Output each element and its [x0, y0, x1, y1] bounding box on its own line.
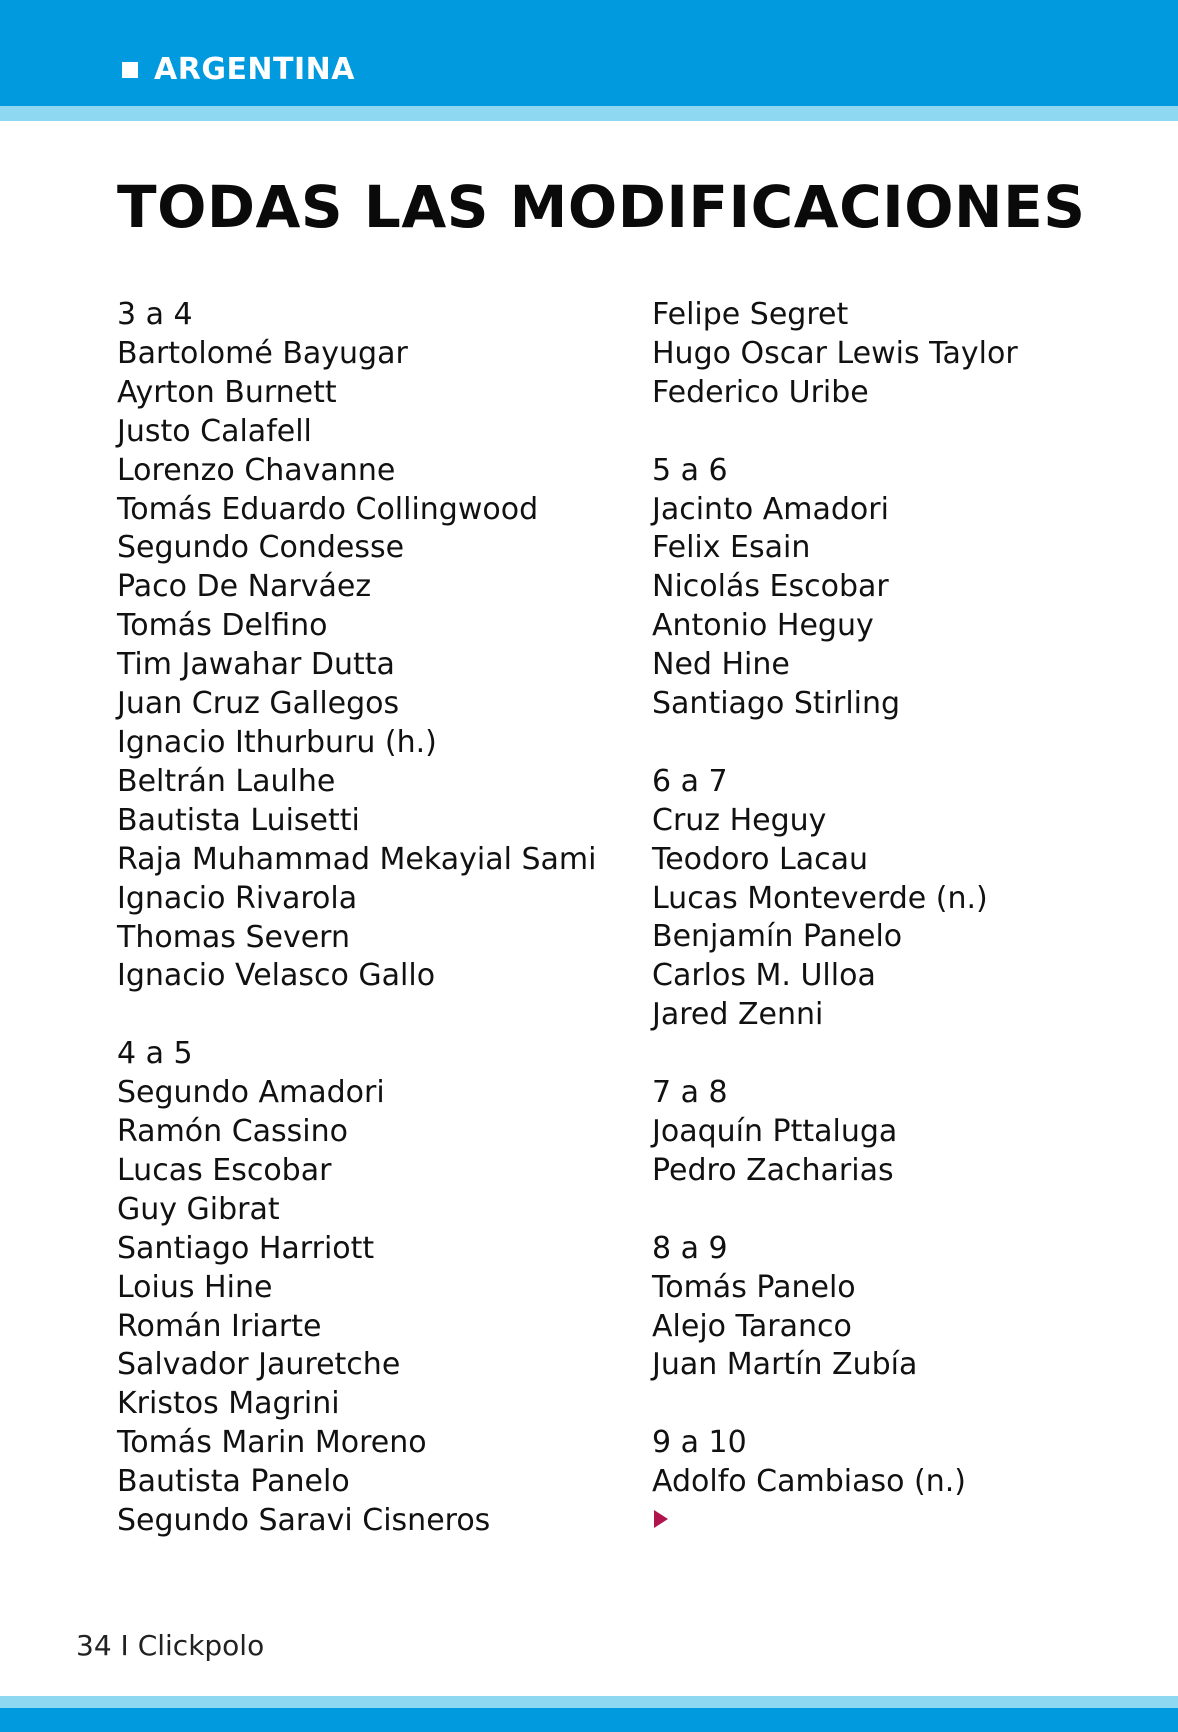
group-8-a-9 — [652, 1230, 1152, 1386]
player-name: Jacinto Amadori — [652, 491, 889, 527]
header-stripe — [0, 106, 1178, 121]
player-name: Hugo Oscar Lewis Taylor — [652, 335, 1018, 371]
player-name: Pedro Zacharias — [652, 1152, 894, 1188]
group-heading: 7 a 8 — [652, 1075, 728, 1111]
player-name: Juan Martín Zubía — [652, 1347, 918, 1383]
player-name: Segundo Amadori — [117, 1075, 385, 1111]
player-name: Lucas Escobar — [117, 1152, 332, 1188]
group-7-a-8 — [652, 1074, 1152, 1191]
player-name: Teodoro Lacau — [652, 841, 868, 877]
player-name: Cruz Heguy — [652, 802, 827, 838]
player-name: Santiago Harriott — [117, 1230, 375, 1266]
section-label: ARGENTINA — [154, 52, 355, 87]
triangle-right-icon — [654, 1510, 668, 1528]
player-name: Kristos Magrini — [117, 1386, 340, 1422]
player-name: Tim Jawahar Dutta — [117, 647, 395, 683]
player-name: Bautista Luisetti — [117, 802, 360, 838]
player-name: Felix Esain — [652, 530, 811, 566]
player-name: Ignacio Ithurburu (h.) — [117, 724, 437, 760]
player-name: Paco De Narváez — [117, 569, 372, 605]
player-name: Felipe Segret — [652, 297, 849, 332]
name-list — [652, 1269, 1152, 1386]
player-name: Tomás Delfino — [117, 608, 328, 644]
player-name: Thomas Severn — [117, 919, 350, 955]
footer-stripe — [0, 1696, 1178, 1708]
player-name: Guy Gibrat — [117, 1191, 280, 1227]
group-heading: 6 a 7 — [652, 763, 728, 799]
page-footer: 34 I Clickpolo — [76, 1629, 265, 1662]
player-name: Adolfo Cambiaso (n.) — [652, 1464, 966, 1500]
player-name: Justo Calafell — [117, 413, 312, 449]
player-name: Bautista Panelo — [117, 1464, 350, 1500]
group-6-a-7 — [652, 763, 1152, 1035]
player-name: Raja Muhammad Mekayial Sami — [117, 841, 597, 877]
name-list — [117, 335, 637, 996]
player-name: Ramón Cassino — [117, 1114, 348, 1150]
player-name: Salvador Jauretche — [117, 1347, 401, 1383]
group-heading: 8 a 9 — [652, 1230, 728, 1266]
group-3-a-4 — [117, 296, 637, 996]
name-list — [652, 296, 1152, 413]
name-list — [652, 491, 1152, 724]
player-name: Benjamín Panelo — [652, 919, 903, 955]
player-name: Ignacio Velasco Gallo — [117, 958, 436, 994]
player-name: Federico Uribe — [652, 374, 869, 410]
player-name: Lorenzo Chavanne — [117, 452, 396, 488]
name-list — [652, 1463, 1152, 1502]
player-name: Alejo Taranco — [652, 1308, 852, 1344]
group-heading: 5 a 6 — [652, 452, 728, 488]
player-name: Beltrán Laulhe — [117, 763, 336, 799]
player-name: Bartolomé Bayugar — [117, 335, 408, 371]
player-name: Ayrton Burnett — [117, 374, 337, 410]
group-heading: 4 a 5 — [117, 1036, 193, 1072]
player-name: Segundo Condesse — [117, 530, 405, 566]
player-name: Antonio Heguy — [652, 608, 874, 644]
group-heading: 9 a 10 — [652, 1425, 747, 1461]
player-name: Jared Zenni — [652, 997, 824, 1033]
player-name: Tomás Eduardo Collingwood — [117, 491, 539, 527]
group-heading: 3 a 4 — [117, 297, 193, 332]
player-name: Nicolás Escobar — [652, 569, 889, 605]
name-list — [652, 802, 1152, 1035]
player-name: Román Iriarte — [117, 1308, 322, 1344]
name-list — [117, 1074, 637, 1541]
square-bullet-icon — [122, 62, 138, 78]
footer-bar — [0, 1708, 1178, 1732]
player-name: Segundo Saravi Cisneros — [117, 1503, 491, 1539]
player-name: Carlos M. Ulloa — [652, 958, 876, 994]
right-column — [652, 296, 1152, 1528]
left-column — [117, 296, 637, 1580]
group-continuation — [652, 296, 1152, 413]
name-list — [652, 1113, 1152, 1191]
page-title: TODAS LAS MODIFICACIONES — [117, 173, 1086, 241]
player-name: Loius Hine — [117, 1269, 273, 1305]
player-name: Ignacio Rivarola — [117, 880, 358, 916]
player-name: Tomás Panelo — [652, 1269, 856, 1305]
group-9-a-10 — [652, 1424, 1152, 1528]
group-4-a-5 — [117, 1035, 637, 1541]
player-name: Joaquín Pttaluga — [652, 1113, 898, 1149]
player-name: Lucas Monteverde (n.) — [652, 880, 988, 916]
player-name: Tomás Marin Moreno — [117, 1425, 427, 1461]
group-5-a-6 — [652, 452, 1152, 724]
player-name: Santiago Stirling — [652, 686, 901, 722]
player-name: Ned Hine — [652, 647, 790, 683]
player-name: Juan Cruz Gallegos — [117, 686, 400, 722]
